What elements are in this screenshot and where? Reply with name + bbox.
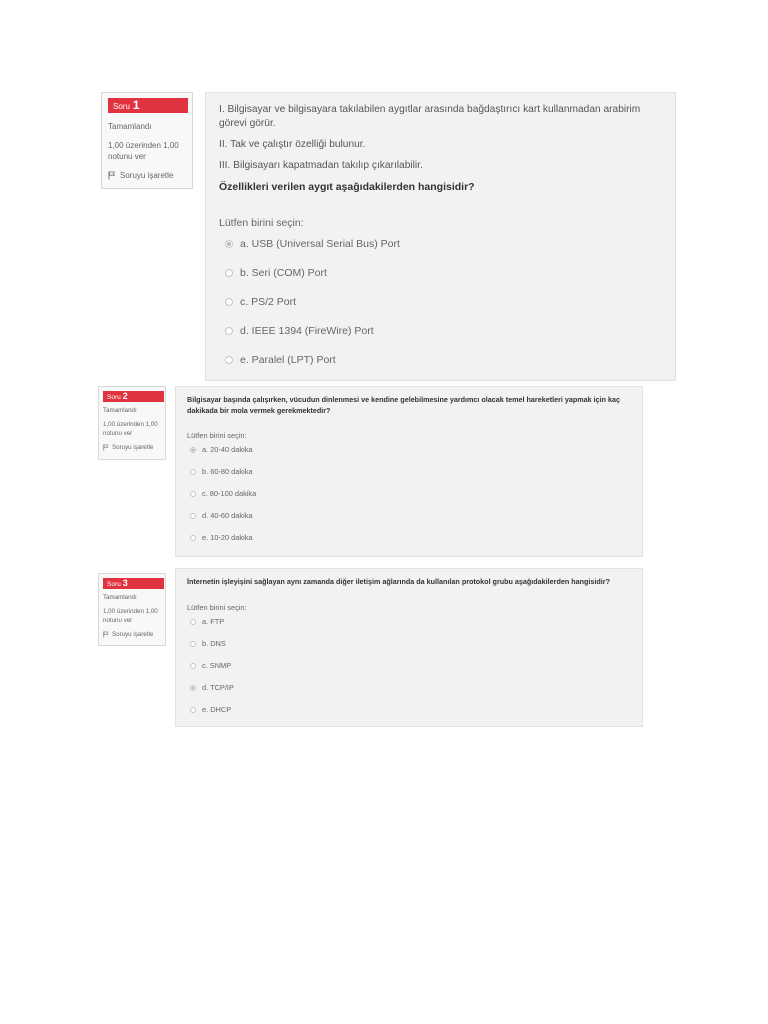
option-label: d. TCP/IP [202, 683, 234, 692]
option-a[interactable] [190, 617, 224, 626]
option-a[interactable] [225, 238, 400, 250]
answer-prompt: Lütfen birini seçin: [219, 217, 304, 229]
option-e[interactable] [190, 533, 253, 542]
option-label: b. 60-80 dakika [202, 467, 253, 476]
question-number-badge [103, 578, 164, 589]
question-line-1: I. Bilgisayar ve bilgisayara takılabilen aygıtlar arasında bağdaştırıcı kart kullanmadan arabirim görevi görür. [219, 104, 641, 129]
question-grade: 1,00 üzerinden 1,00 notunu ver [103, 421, 158, 437]
radio-button-icon[interactable] [190, 447, 196, 453]
flag-question-link[interactable] [103, 444, 161, 451]
option-b[interactable] [190, 467, 253, 476]
option-label: a. 20-40 dakika [202, 445, 253, 454]
option-label: b. DNS [202, 639, 226, 648]
radio-button-icon[interactable] [225, 269, 233, 277]
option-c[interactable] [190, 489, 256, 498]
radio-button-icon[interactable] [190, 469, 196, 475]
radio-button-icon[interactable] [190, 513, 196, 519]
radio-button-icon[interactable] [225, 240, 233, 248]
question-stem: Özellikleri verilen aygıt aşağıdakilerden hangisidir? [219, 181, 475, 193]
option-label: a. USB (Universal Serial Bus) Port [240, 238, 400, 250]
question-number: 1 [132, 98, 140, 112]
question-number-badge [103, 391, 164, 402]
radio-button-icon[interactable] [190, 663, 196, 669]
question-label: Soru [107, 394, 121, 401]
radio-button-icon[interactable] [190, 491, 196, 497]
question-stem: İnternetin işleyişini sağlayan aynı zamanda diğer iletişim ağlarında da kullanılan protokol grubu aşağıdakilerden hangisidir? [187, 577, 610, 586]
option-d[interactable] [225, 325, 374, 337]
option-d[interactable] [190, 511, 253, 520]
question-3-info [98, 573, 166, 646]
question-1-info [101, 92, 193, 189]
radio-button-icon[interactable] [190, 685, 196, 691]
option-label: c. PS/2 Port [240, 296, 297, 308]
question-state: Tamamlandı [108, 122, 152, 131]
flag-label: Soruyu işaretle [112, 444, 154, 451]
option-label: c. SNMP [202, 661, 232, 670]
option-label: d. 40-60 dakika [202, 511, 253, 520]
option-d[interactable] [190, 683, 234, 692]
question-label: Soru [113, 102, 130, 111]
radio-button-icon[interactable] [190, 707, 196, 713]
option-a[interactable] [190, 445, 253, 454]
question-number: 2 [122, 391, 128, 401]
question-label: Soru [107, 581, 121, 588]
option-c[interactable] [225, 296, 296, 308]
flag-icon [103, 631, 109, 638]
question-line-2: II. Tak ve çalıştır özelliği bulunur. [219, 139, 366, 150]
flag-question-link[interactable] [108, 171, 186, 180]
option-c[interactable] [190, 661, 231, 670]
question-text [219, 103, 662, 194]
option-label: e. 10-20 dakika [202, 533, 253, 542]
radio-button-icon[interactable] [190, 619, 196, 625]
question-1-content [205, 92, 676, 381]
option-label: b. Seri (COM) Port [240, 267, 327, 279]
option-b[interactable] [190, 639, 226, 648]
flag-icon [108, 171, 116, 180]
question-stem: Bilgisayar başında çalışırken, vücudun dinlenmesi ve kendine gelebilmesine yardımcı olacak temel hareketleri yapmak için kaç dakikada bir mola vermek gerekmektedir? [187, 395, 621, 415]
question-number-badge [108, 98, 188, 113]
radio-button-icon[interactable] [225, 327, 233, 335]
question-text [187, 576, 631, 587]
option-label: e. DHCP [202, 705, 232, 714]
question-grade: 1,00 üzerinden 1,00 notunu ver [108, 141, 179, 161]
question-text [187, 394, 631, 416]
radio-button-icon[interactable] [225, 298, 233, 306]
radio-button-icon[interactable] [190, 641, 196, 647]
question-grade: 1,00 üzerinden 1,00 notunu ver [103, 608, 158, 624]
option-label: a. FTP [202, 617, 225, 626]
answer-prompt: Lütfen birini seçin: [187, 603, 247, 612]
question-2-info [98, 386, 166, 460]
flag-icon [103, 444, 109, 451]
option-e[interactable] [190, 705, 231, 714]
option-label: d. IEEE 1394 (FireWire) Port [240, 325, 374, 337]
question-state: Tamamlandı [103, 407, 137, 414]
question-number: 3 [122, 578, 128, 588]
question-2-content [175, 386, 643, 557]
radio-button-icon[interactable] [225, 356, 233, 364]
option-label: c. 80-100 dakika [202, 489, 257, 498]
flag-label: Soruyu işaretle [120, 171, 174, 180]
flag-question-link[interactable] [103, 631, 161, 638]
option-b[interactable] [225, 267, 327, 279]
option-e[interactable] [225, 354, 336, 366]
flag-label: Soruyu işaretle [112, 631, 154, 638]
question-line-3: III. Bilgisayarı kapatmadan takılıp çıkarılabilir. [219, 160, 423, 171]
radio-button-icon[interactable] [190, 535, 196, 541]
option-label: e. Paralel (LPT) Port [240, 354, 336, 366]
question-state: Tamamlandı [103, 594, 137, 601]
question-3-content [175, 568, 643, 727]
answer-prompt: Lütfen birini seçin: [187, 431, 247, 440]
